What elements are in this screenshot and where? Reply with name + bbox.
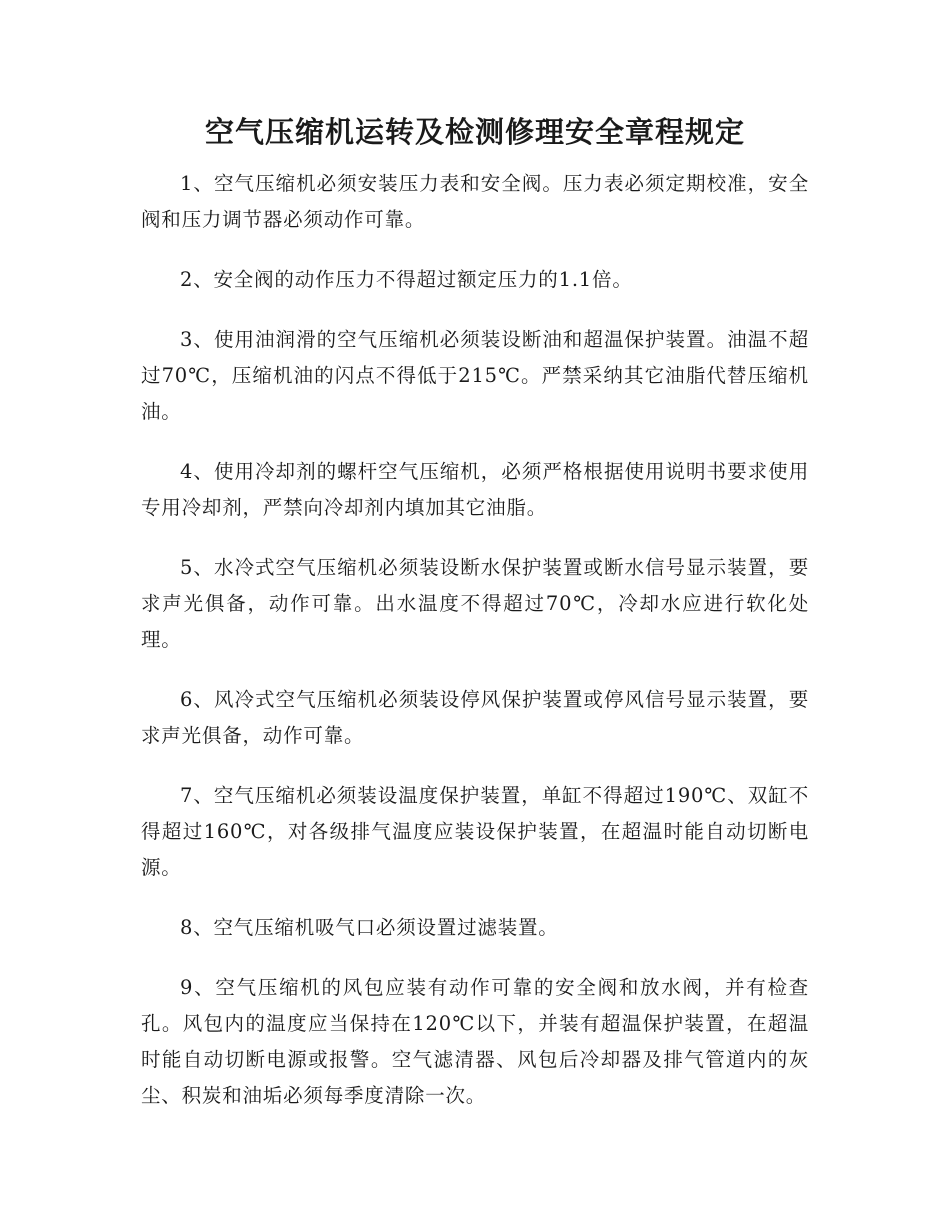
paragraph-9: 9、空气压缩机的风包应装有动作可靠的安全阀和放水阀，并有检查孔。风包内的温度应当保持在120℃以下，并装有超温保护装置，在超温时能自动切断电源或报警。空气滤清器、风包后冷却器及排气管道内的灰尘、积炭和油垢必须每季度清除一次。	[141, 976, 809, 1107]
paragraph-1: 1、空气压缩机必须安装压力表和安全阀。压力表必须定期校准，安全阀和压力调节器必须动作可靠。	[141, 172, 809, 231]
paragraph-8: 8、空气压缩机吸气口必须设置过滤装置。	[180, 916, 559, 939]
paragraph-5: 5、水冷式空气压缩机必须装设断水保护装置或断水信号显示装置，要求声光俱备，动作可靠。出水温度不得超过70℃，冷却水应进行软化处理。	[141, 556, 809, 651]
paragraph-3: 3、使用油润滑的空气压缩机必须装设断油和超温保护装置。油温不超过70℃，压缩机油的闪点不得低于215℃。严禁采纳其它油脂代替压缩机油。	[141, 328, 809, 423]
paragraph-7: 7、空气压缩机必须装设温度保护装置，单缸不得超过190℃、双缸不得超过160℃，对各级排气温度应装设保护装置，在超温时能自动切断电源。	[141, 784, 809, 879]
paragraph-4: 4、使用冷却剂的螺杆空气压缩机，必须严格根据使用说明书要求使用专用冷却剂，严禁向冷却剂内填加其它油脂。	[141, 460, 809, 519]
paragraph-2: 2、安全阀的动作压力不得超过额定压力的1.1倍。	[180, 268, 633, 291]
paragraph-6: 6、风冷式空气压缩机必须装设停风保护装置或停风信号显示装置，要求声光俱备，动作可靠。	[141, 688, 809, 747]
document-title: 空气压缩机运转及检测修理安全章程规定	[204, 115, 745, 149]
document-body	[141, 166, 809, 1138]
